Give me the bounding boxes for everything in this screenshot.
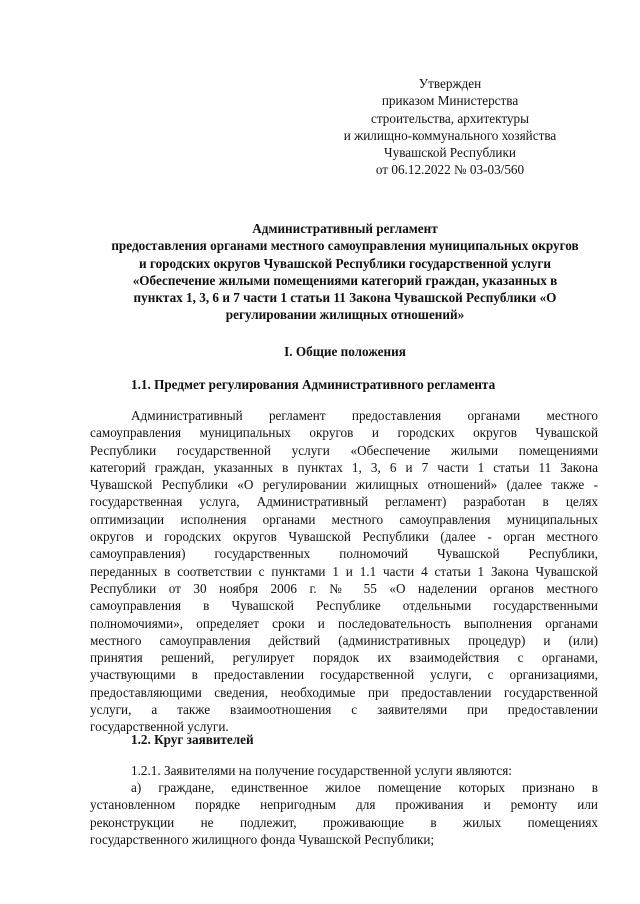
paragraph-line: полномочиями», определяет сроки и последовательность выполнения органами	[90, 615, 598, 631]
paragraph-line: а) граждане, единственное жилое помещение которых признано в	[131, 780, 598, 795]
subsection-1-1-paragraph	[90, 407, 598, 736]
subsection-1-2-paragraph-2	[90, 779, 598, 848]
approval-line: от 06.12.2022 № 03-03/560	[375, 162, 525, 178]
approval-line: приказом Министерства	[381, 93, 519, 109]
paragraph-line: самоуправления муниципальных округов и городских округов Чувашской	[90, 425, 598, 441]
paragraph-line: принятия решений, регулирует порядок их взаимодействия с органами,	[90, 650, 598, 666]
paragraph-line: оптимизации исполнения органами местного самоуправления муниципальных	[90, 511, 598, 527]
paragraph-line: 1.2.1. Заявителями на получение государственной услуги являются:	[131, 763, 512, 778]
section-heading: I. Общие положения	[284, 344, 406, 359]
paragraph-line: переданных в соответствии с пунктами 1 и 1.1 части 4 статьи 1 Закона Чувашской	[90, 563, 598, 579]
paragraph-line: услуги, а также взаимоотношения с заявителями при предоставлении	[90, 702, 598, 718]
title-line: предоставления органами местного самоуправления муниципальных округов	[111, 238, 579, 254]
title-line: и городских округов Чувашской Республики государственной услуги	[139, 255, 551, 271]
paragraph-line: предоставляющими сведения, необходимые при предоставлении государственной	[90, 684, 598, 700]
subsection-heading: 1.2. Круг заявителей	[131, 732, 254, 747]
paragraph-line: государственная услуга, Административный регламент) разработан в целях	[90, 494, 598, 510]
paragraph-line: округов и городских округов Чувашской Республики (далее - орган местного	[90, 529, 598, 545]
paragraph-line: категорий граждан, указанных в пунктах 1, 3, 6 и 7 части 1 статьи 11 Закона	[90, 459, 598, 475]
title-line: пунктах 1, 3, 6 и 7 части 1 статьи 11 Закона Чувашской Республики «О	[133, 290, 557, 306]
paragraph-line: самоуправления) государственных полномочий Чувашской Республики,	[90, 546, 598, 562]
approval-line: Чувашской Республики	[384, 145, 516, 161]
approval-line: строительства, архитектуры	[371, 110, 529, 126]
document-title	[90, 220, 600, 324]
paragraph-line: Административный регламент предоставления органами местного	[131, 408, 598, 423]
subsection-heading: 1.1. Предмет регулирования Административного регламента	[131, 377, 496, 392]
paragraph-line: Чувашской Республики «О регулировании жилищных отношений» (далее также -	[90, 477, 598, 493]
approval-line: и жилищно-коммунального хозяйства	[343, 127, 557, 143]
title-line: Административный регламент	[252, 221, 438, 236]
paragraph-line: установленном порядке непригодным для проживания и ремонту или	[90, 797, 598, 813]
paragraph-line: самоуправления в Чувашской Республике отдельными государственными	[90, 598, 598, 614]
paragraph-line: местного самоуправления действий (административных процедур) и (или)	[90, 632, 598, 648]
approval-block	[300, 75, 600, 179]
paragraph-line: Республики государственной услуги «Обеспечение жилыми помещениями	[90, 442, 598, 458]
title-line: регулировании жилищных отношений»	[225, 307, 465, 323]
approval-line: Утвержден	[418, 76, 482, 91]
paragraph-line: реконструкции не подлежит, проживающие в жилых помещениях	[90, 814, 598, 830]
title-line: «Обеспечение жилыми помещениями категорий граждан, указанных в	[132, 272, 558, 288]
paragraph-line: Республики от 30 ноября 2006 г. № 55 «О наделении органов местного	[90, 580, 598, 596]
paragraph-line: государственного жилищного фонда Чувашской Республики;	[90, 831, 435, 847]
paragraph-line: участвующими в предоставлении государственной услуги, с организациями,	[90, 667, 598, 683]
paragraph-line: государственной услуги.	[90, 719, 229, 735]
subsection-1-2-paragraph-1	[90, 762, 598, 779]
